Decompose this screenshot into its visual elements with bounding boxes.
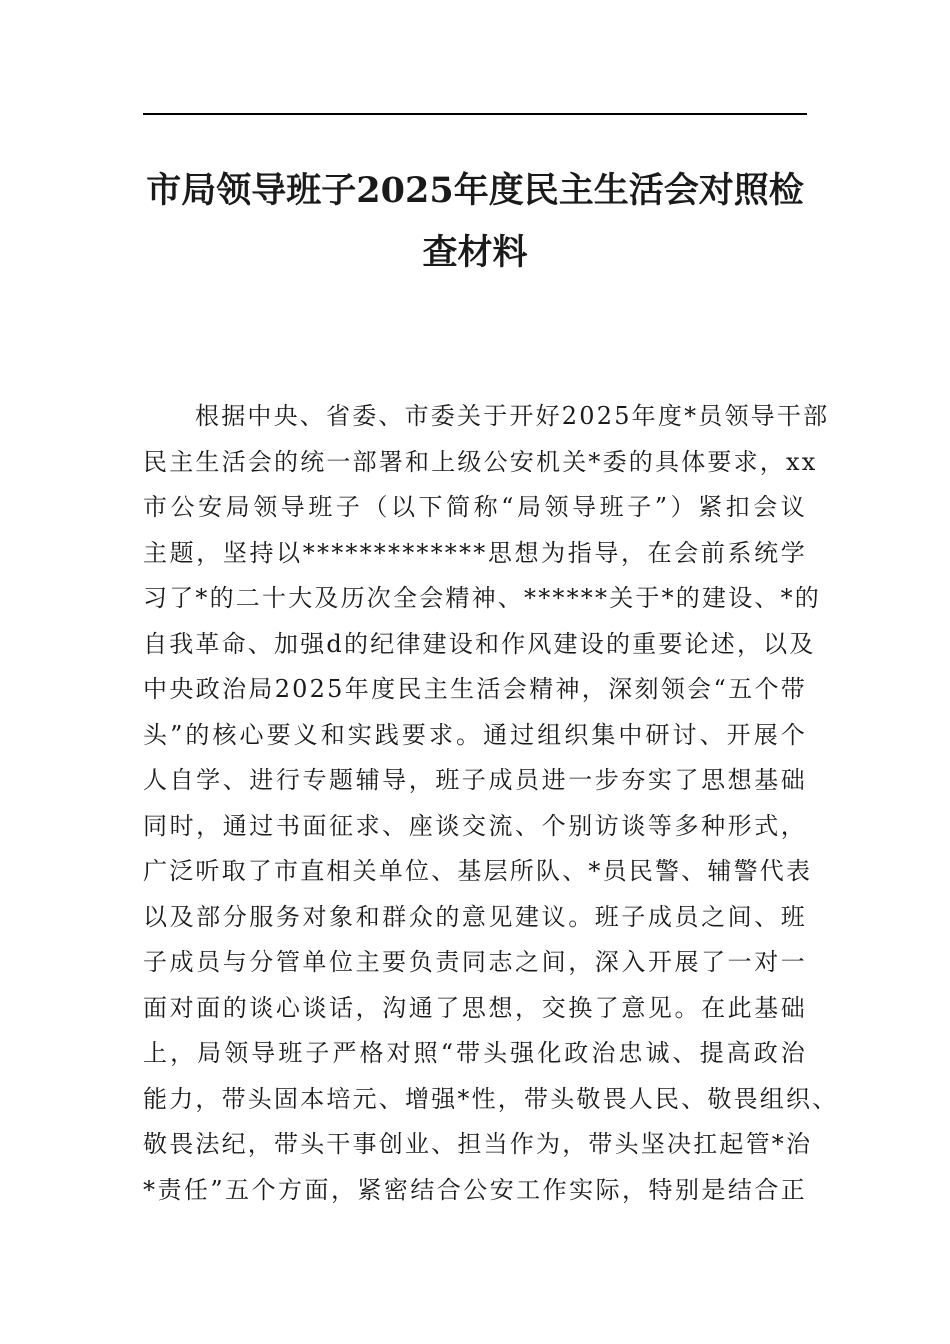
title-line-2: 查材料 — [422, 232, 528, 273]
paragraph-line: 民主生活会的统一部署和上级公安机关*委的具体要求，xx — [143, 447, 818, 476]
paragraph-line: 同时，通过书面征求、座谈交流、个别访谈等多种形式， — [143, 811, 807, 840]
paragraph-line: 子成员与分管单位主要负责同志之间，深入开展了一对一 — [143, 948, 807, 976]
paragraph-line: *责任”五个方面，紧密结合公安工作实际，特别是结合正 — [143, 1175, 807, 1204]
paragraph-line: 中央政治局2025年度民主生活会精神，深刻领会“五个带 — [143, 675, 807, 703]
page-title — [143, 160, 807, 284]
paragraph-line: 敬畏法纪，带头干事创业、担当作为，带头坚决扛起管*治 — [143, 1130, 813, 1158]
body-paragraph — [143, 394, 839, 1213]
header-divider — [143, 113, 807, 115]
paragraph-line: 根据中央、省委、市委关于开好2025年度*员领导干部 — [195, 402, 830, 430]
paragraph-line: 主题，坚持以*************思想为指导，在会前系统学 — [143, 538, 807, 567]
paragraph-line: 市公安局领导班子（以下简称“局领导班子”）紧扣会议 — [143, 493, 807, 521]
title-line-1: 市局领导班子2025年度民主生活会对照检 — [146, 170, 804, 211]
paragraph-line: 习了*的二十大及历次全会精神、******关于*的建设、*的 — [143, 584, 821, 612]
paragraph-line: 上，局领导班子严格对照“带头强化政治忠诚、提高政治 — [143, 1039, 807, 1067]
paragraph-line: 广泛听取了市直相关单位、基层所队、*员民警、辅警代表 — [143, 857, 813, 885]
paragraph-line: 头”的核心要义和实践要求。通过组织集中研讨、开展个 — [143, 720, 807, 749]
paragraph-line: 以及部分服务对象和群众的意见建议。班子成员之间、班 — [143, 902, 807, 931]
paragraph-line: 自我革命、加强d的纪律建设和作风建设的重要论述，以及 — [143, 629, 816, 658]
paragraph-line: 人自学、进行专题辅导，班子成员进一步夯实了思想基础 — [143, 766, 807, 794]
paragraph-line: 面对面的谈心谈话，沟通了思想，交换了意见。在此基础 — [143, 993, 807, 1022]
paragraph-line: 能力，带头固本培元、增强*性，带头敬畏人民、敬畏组织、 — [143, 1084, 839, 1113]
